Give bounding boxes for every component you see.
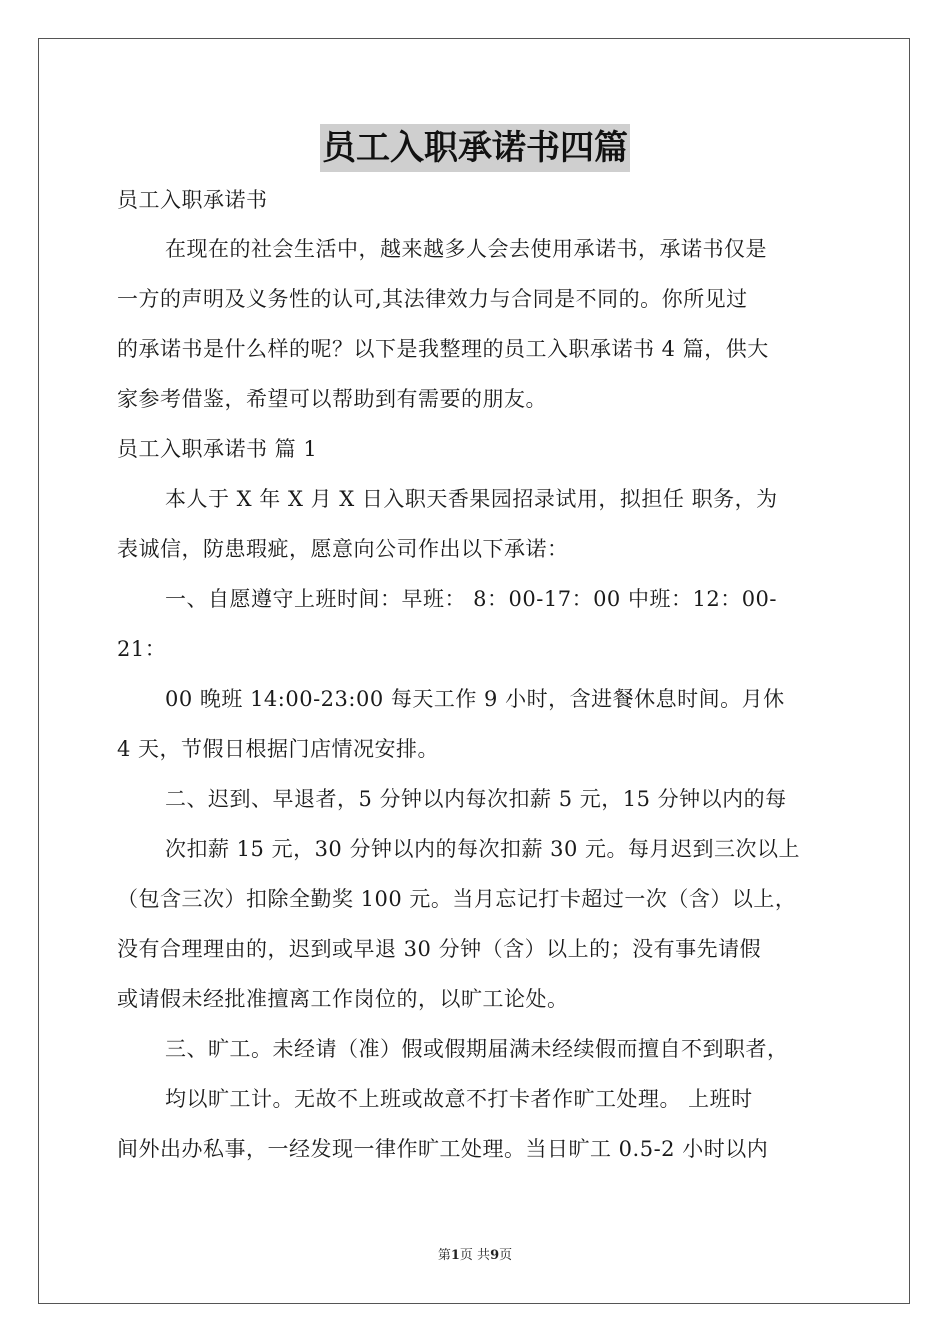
page-mid: 页 共	[459, 1248, 491, 1263]
paragraph-line: 4 天，节假日根据门店情况安排。	[117, 737, 440, 761]
page-prefix: 第	[437, 1248, 451, 1263]
paragraph-line: 二、迟到、早退者，5 分钟以内每次扣薪 5 元，15 分钟以内的每	[165, 787, 787, 811]
paragraph-line: 均以旷工计。无故不上班或故意不打卡者作旷工处理。 上班时	[165, 1087, 753, 1111]
paragraph-line: 21：	[117, 637, 167, 661]
page-footer	[0, 1244, 950, 1263]
paragraph-line: 的承诺书是什么样的呢？以下是我整理的员工入职承诺书 4 篇，供大	[117, 337, 769, 361]
paragraph-line: （包含三次）扣除全勤奖 100 元。当月忘记打卡超过一次（含）以上，	[117, 887, 797, 911]
paragraph-line: 次扣薪 15 元，30 分钟以内的每次扣薪 30 元。每月迟到三次以上	[165, 837, 801, 861]
paragraph-line: 表诚信，防患瑕疵，愿意向公司作出以下承诺：	[117, 537, 569, 561]
title-container	[0, 124, 950, 172]
document-title: 员工入职承诺书四篇	[320, 124, 630, 172]
paragraph-line: 在现在的社会生活中，越来越多人会去使用承诺书，承诺书仅是	[165, 237, 767, 261]
paragraph-line: 三、旷工。未经请（准）假或假期届满未经续假而擅自不到职者，	[165, 1037, 789, 1061]
paragraph-line: 本人于 X 年 X 月 X 日入职天香果园招录试用，拟担任 职务，为	[165, 487, 778, 511]
total-pages-number: 9	[490, 1248, 500, 1263]
current-page-number: 1	[450, 1248, 460, 1263]
page-suffix: 页	[499, 1248, 513, 1263]
section-heading: 员工入职承诺书	[117, 188, 268, 212]
page-border	[38, 38, 910, 1304]
paragraph-line: 00 晚班 14:00-23:00 每天工作 9 小时，含进餐休息时间。月休	[165, 687, 785, 711]
paragraph-line: 一方的声明及义务性的认可,其法律效力与合同是不同的。你所见过	[117, 287, 748, 311]
paragraph-line: 没有合理理由的，迟到或早退 30 分钟（含）以上的；没有事先请假	[117, 937, 762, 961]
paragraph-line: 或请假未经批准擅离工作岗位的，以旷工论处。	[117, 987, 569, 1011]
paragraph-line: 家参考借鉴，希望可以帮助到有需要的朋友。	[117, 387, 547, 411]
paragraph-line: 一、自愿遵守上班时间：早班： 8：00-17：00 中班：12：00-	[165, 587, 778, 611]
paragraph-line: 间外出办私事，一经发现一律作旷工处理。当日旷工 0.5-2 小时以内	[117, 1137, 769, 1161]
section-heading: 员工入职承诺书 篇 1	[117, 437, 318, 461]
